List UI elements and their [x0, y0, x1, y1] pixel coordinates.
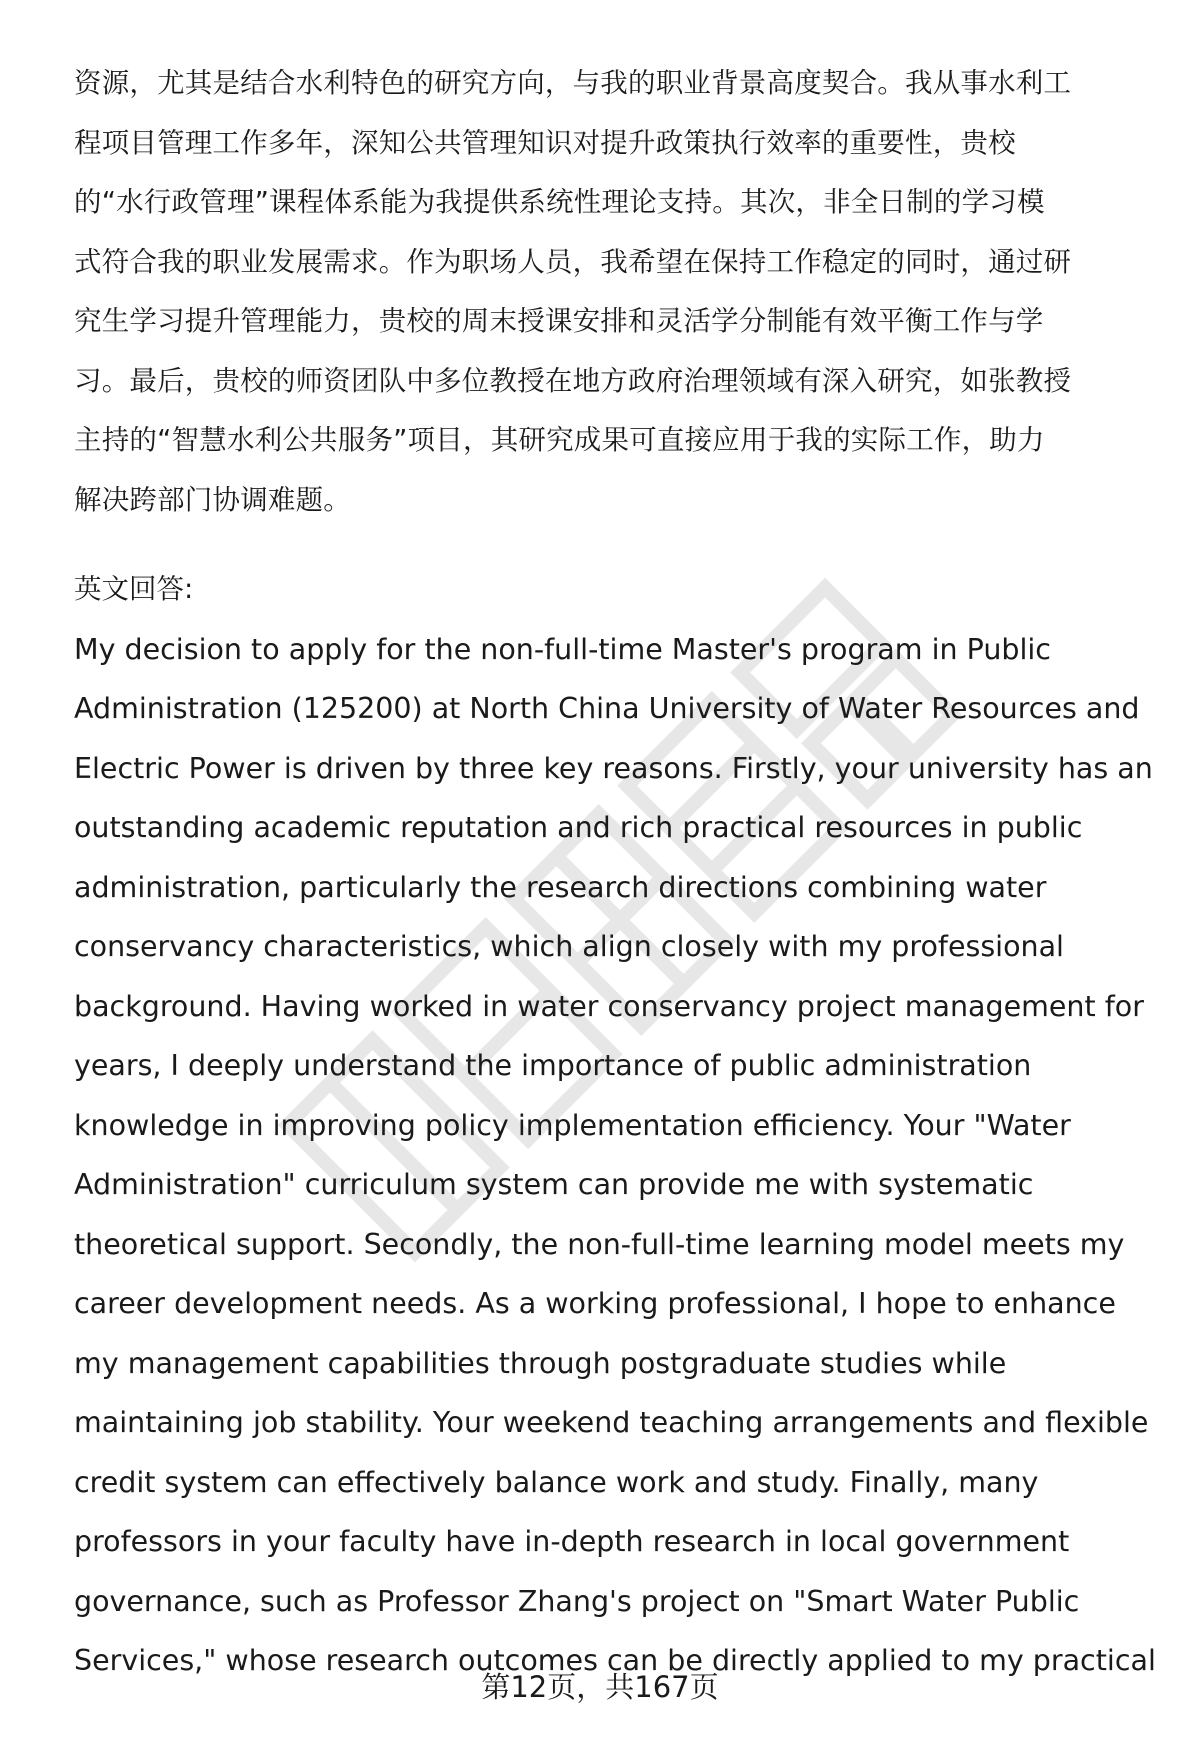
paragraph-line: maintaining job stability. Your weekend teaching arrangements and flexible — [74, 1406, 1149, 1439]
paragraph-line: my management capabilities through postgraduate studies while — [74, 1346, 1007, 1380]
paragraph-line: administration, particularly the research directions combining water — [74, 870, 1047, 904]
chinese-answer-paragraph — [74, 54, 1154, 530]
paragraph-line: Services," whose research outcomes can be directly applied to my practical — [74, 1644, 1156, 1677]
english-answer-label: 英文回答: — [74, 573, 194, 605]
paragraph-line: Administration (125200) at North China University of Water Resources and — [74, 692, 1140, 725]
paragraph-line: conservancy characteristics, which align closely with my professional — [74, 930, 1064, 963]
paragraph-line: 的“水行政管理”课程体系能为我提供系统性理论支持。其次，非全日制的学习模 — [74, 186, 1045, 218]
paragraph-line: 资源，尤其是结合水利特色的研究方向，与我的职业背景高度契合。我从事水利工 — [74, 67, 1072, 99]
paragraph-line: 究生学习提升管理能力，贵校的周末授课安排和灵活学分制能有效平衡工作与学 — [74, 305, 1044, 337]
paragraph-line: 主持的“智慧水利公共服务”项目，其研究成果可直接应用于我的实际工作，助力 — [74, 424, 1045, 456]
paragraph-line: My decision to apply for the non-full-time Master's program in Public — [74, 632, 1051, 666]
paragraph-line: 习。最后，贵校的师资团队中多位教授在地方政府治理领域有深入研究，如张教授 — [74, 364, 1072, 397]
paragraph-line: theoretical support. Secondly, the non-full-time learning model meets my — [74, 1227, 1125, 1261]
paragraph-line: 式符合我的职业发展需求。作为职场人员，我希望在保持工作稳定的同时，通过研 — [74, 245, 1072, 278]
paragraph-line: governance, such as Professor Zhang's project on "Smart Water Public — [74, 1584, 1080, 1618]
paragraph-line: professors in your faculty have in-depth research in local government — [74, 1525, 1070, 1558]
paragraph-line: knowledge in improving policy implementation efficiency. Your "Water — [74, 1108, 1071, 1142]
paragraph-line: outstanding academic reputation and rich practical resources in public — [74, 811, 1083, 844]
paragraph-line: credit system can effectively balance work and study. Finally, many — [74, 1465, 1039, 1499]
english-answer-paragraph — [74, 620, 1154, 1691]
paragraph-line: years, I deeply understand the importance of public administration — [74, 1049, 1032, 1082]
paragraph-line: career development needs. As a working professional, I hope to enhance — [74, 1287, 1116, 1320]
paragraph-line: 程项目管理工作多年，深知公共管理知识对提升政策执行效率的重要性，贵校 — [74, 126, 1016, 159]
paragraph-line: background. Having worked in water conservancy project management for — [74, 989, 1144, 1023]
paragraph-line: Administration" curriculum system can provide me with systematic — [74, 1168, 1034, 1201]
page-number-footer: 第12页，共167页 — [481, 1670, 719, 1704]
paragraph-line: 解决跨部门协调难题。 — [74, 483, 351, 516]
paragraph-line: Electric Power is driven by three key reasons. Firstly, your university has an — [74, 751, 1153, 785]
document-body — [74, 54, 1154, 1691]
